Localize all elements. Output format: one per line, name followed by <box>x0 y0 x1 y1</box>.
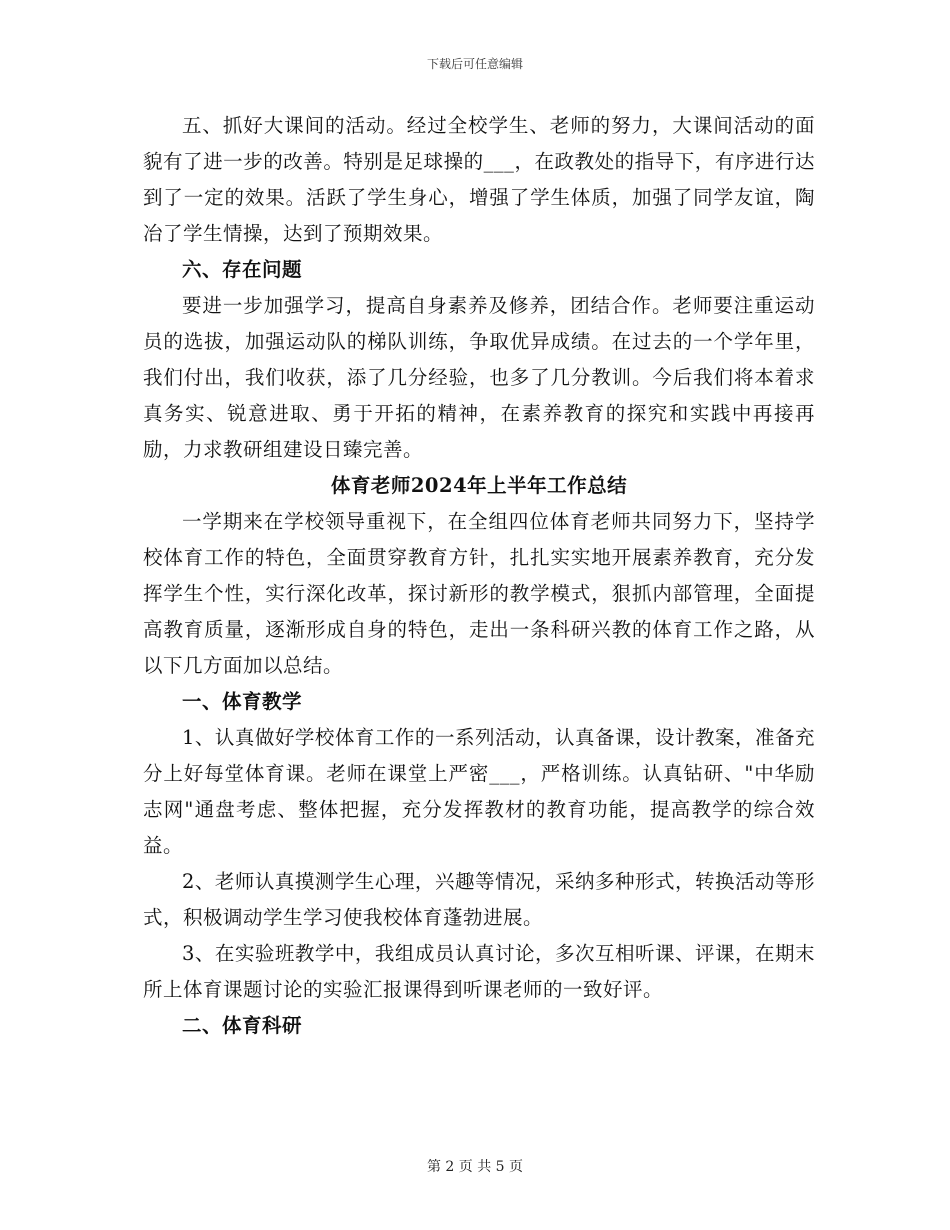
paragraph-intro: 一学期来在学校领导重视下，在全组四位体育老师共同努力下，坚持学校体育工作的特色，全面贯穿教育方针，扎扎实实地开展素养教育，充分发挥学生个性，实行深化改革，探讨新形的教学模式，狠抓内部管理，全面提高教育质量，逐渐形成自身的特色，走出一条科研兴教的体育工作之路，从以下几方面加以总结。 <box>143 510 815 677</box>
paragraph-item-3: 3、在实验班教学中，我组成员认真讨论，多次互相听课、评课，在期末所上体育课题讨论的实验汇报课得到听课老师的一致好评。 <box>143 942 815 1001</box>
document-body <box>143 108 815 1044</box>
document-title: 体育老师2024年上半年工作总结 <box>330 474 628 497</box>
paragraph-existing-problems: 要进一步加强学习，提高自身素养及修养，团结合作。老师要注重运动员的选拔，加强运动队的梯队训练，争取优异成绩。在过去的一个学年里，我们付出，我们收获，添了几分经验，也多了几分教训。今后我们将本着求真务实、锐意进取、勇于开拓的精神，在素养教育的探究和实践中再接再励，力求教研组建设日臻完善。 <box>143 294 815 461</box>
paragraph-item-1: 1、认真做好学校体育工作的一系列活动，认真备课，设计教案，准备充分上好每堂体育课。老师在课堂上严密___，严格训练。认真钻研、"中华励志网"通盘考虑、整体把握，充分发挥教材的教育功能，提高教学的综合效益。 <box>143 726 815 857</box>
heading-existing-problems: 六、存在问题 <box>182 258 303 281</box>
paragraph-item-2: 2、老师认真摸测学生心理，兴趣等情况，采纳多种形式，转换活动等形式，积极调动学生学习使我校体育蓬勃进展。 <box>143 870 815 929</box>
page-header-note: 下载后可任意编辑 <box>426 57 523 71</box>
heading-pe-teaching: 一、体育教学 <box>182 690 303 713</box>
heading-pe-research: 二、体育科研 <box>182 1014 303 1037</box>
paragraph-section-5: 五、抓好大课间的活动。经过全校学生、老师的努力，大课间活动的面貌有了进一步的改善。特别是足球操的___，在政教处的指导下，有序进行达到了一定的效果。活跃了学生身心，增强了学生体质，加强了同学友谊，陶冶了学生情操，达到了预期效果。 <box>143 114 815 245</box>
page-number: 第 2 页 共 5 页 <box>426 1159 524 1175</box>
